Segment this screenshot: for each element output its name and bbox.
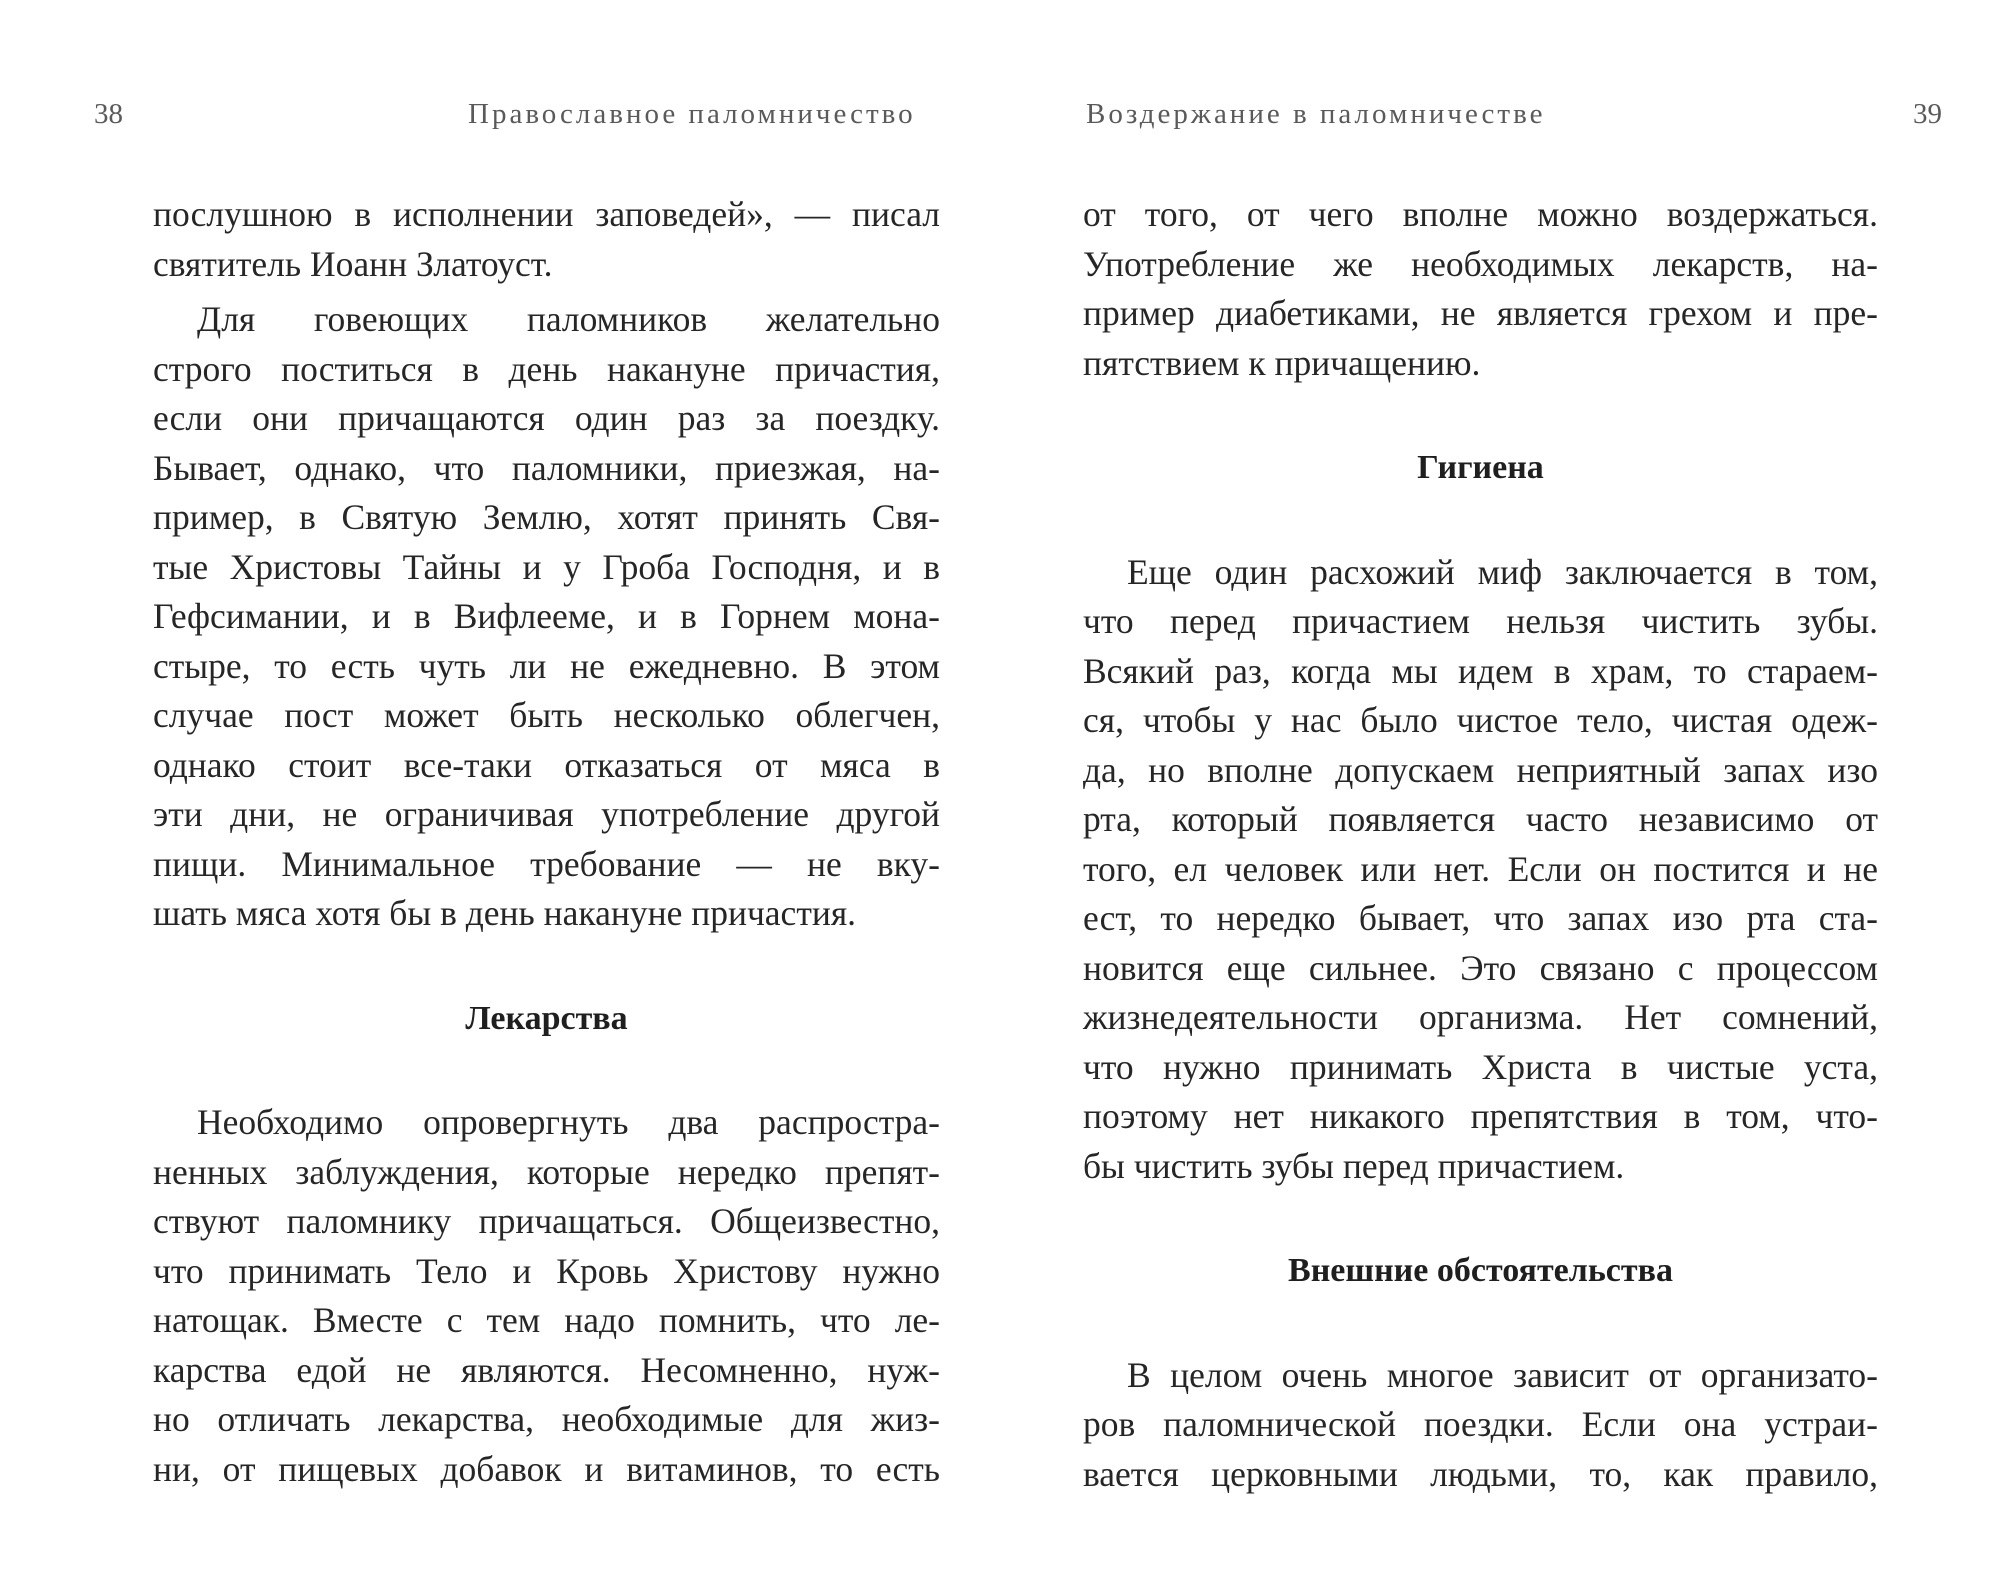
running-head-left: Православное паломничество: [468, 98, 916, 130]
text-line: тые Христовы Тайны и у Гроба Господня, и в: [153, 546, 940, 587]
text-line: Гефсимании, и в Вифлееме, и в Горнем мона-: [153, 596, 940, 636]
paragraph: [153, 1098, 940, 1494]
text-line: что нужно принимать Христа в чистые уста,: [1083, 1046, 1878, 1087]
text-line: Бывает, однако, что паломники, приезжая, на-: [153, 447, 940, 488]
text-line: ся, чтобы у нас было чистое тело, чистая одеж-: [1083, 700, 1878, 740]
text-line: поэтому нет никакого препятствия в том, что-: [1083, 1096, 1878, 1136]
section-heading-medicines: Лекарства: [465, 999, 628, 1037]
text-line: ненных заблуждения, которые нередко препят-: [153, 1151, 940, 1192]
text-line: пищи. Минимальное требование — не вку-: [153, 843, 940, 884]
text-line: если они причащаются один раз за поездку.: [153, 398, 940, 438]
text-line: Необходимо опровергнуть два распростра-: [197, 1102, 940, 1142]
text-line: карства едой не являются. Несомненно, нуж-: [153, 1349, 940, 1390]
paragraph: [153, 190, 940, 289]
text-line: послушною в исполнении заповедей», — писал: [153, 194, 940, 234]
right-page: [1000, 0, 2000, 1591]
text-line: святитель Иоанн Златоуст.: [153, 243, 553, 284]
text-line: жизнедеятельности организма. Нет сомнений,: [1083, 997, 1878, 1037]
text-line: натощак. Вместе с тем надо помнить, что ле-: [153, 1300, 940, 1340]
paragraph: [1083, 1351, 1878, 1500]
text-line: случае пост может быть несколько облегчен,: [153, 695, 940, 735]
text-line: шать мяса хотя бы в день накануне причастия.: [153, 893, 857, 933]
text-line: что принимать Тело и Кровь Христову нужно: [153, 1250, 940, 1291]
paragraph: [153, 295, 940, 939]
text-line: эти дни, не ограничивая употребление другой: [153, 794, 940, 834]
text-line: стыре, то есть чуть ли не ежедневно. В этом: [153, 645, 940, 686]
text-line: бы чистить зубы перед причастием.: [1083, 1145, 1625, 1186]
text-line: строго поститься в день накануне причастия,: [153, 348, 940, 389]
text-line: ест, то нередко бывает, что запах изо рта ста-: [1083, 898, 1878, 938]
text-line: Еще один расхожий миф заключается в том,: [1127, 551, 1878, 592]
text-line: однако стоит все-таки отказаться от мяса в: [153, 744, 940, 785]
section-heading-external-circumstances: Внешние обстоятельства: [1288, 1252, 1673, 1289]
paragraph: [1083, 548, 1878, 1192]
text-line: от того, от чего вполне можно воздержаться.: [1083, 194, 1878, 234]
paragraph: [1083, 190, 1878, 388]
text-line: Употребление же необходимых лекарств, на-: [1083, 243, 1878, 284]
text-line: Всякий раз, когда мы идем в храм, то стараем-: [1083, 650, 1878, 691]
text-line: ров паломнической поездки. Если она устраи-: [1083, 1404, 1878, 1444]
text-line: ни, от пищевых добавок и витаминов, то есть: [153, 1448, 940, 1489]
section-heading-hygiene: Гигиена: [1417, 449, 1544, 486]
text-line: рта, который появляется часто независимо от: [1083, 799, 1878, 839]
left-text-block: [153, 190, 940, 1494]
text-line: новится еще сильнее. Это связано с процессом: [1083, 947, 1878, 988]
text-line: пример, в Святую Землю, хотят принять Свя-: [153, 497, 940, 537]
text-line: пятствием к причащению.: [1083, 342, 1481, 383]
text-line: того, ел человек или нет. Если он постится и не: [1083, 848, 1878, 889]
text-line: ствуют паломнику причащаться. Общеизвестно,: [153, 1201, 940, 1241]
running-head-right: Воздержание в паломничестве: [1086, 98, 1546, 130]
text-line: что перед причастием нельзя чистить зубы.: [1083, 601, 1878, 641]
page-number-right: 39: [1913, 98, 1942, 130]
text-line: но отличать лекарства, необходимые для жиз-: [153, 1399, 940, 1439]
text-line: пример диабетиками, не является грехом и пре-: [1083, 293, 1878, 333]
text-line: Для говеющих паломников желательно: [197, 299, 940, 339]
text-line: В целом очень многое зависит от организато-: [1127, 1354, 1878, 1395]
text-line: вается церковными людьми, то, как правило,: [1083, 1453, 1878, 1494]
right-text-block: [1083, 190, 1878, 1499]
page-number-left: 38: [94, 98, 123, 130]
text-line: да, но вполне допускаем неприятный запах изо: [1083, 749, 1878, 790]
